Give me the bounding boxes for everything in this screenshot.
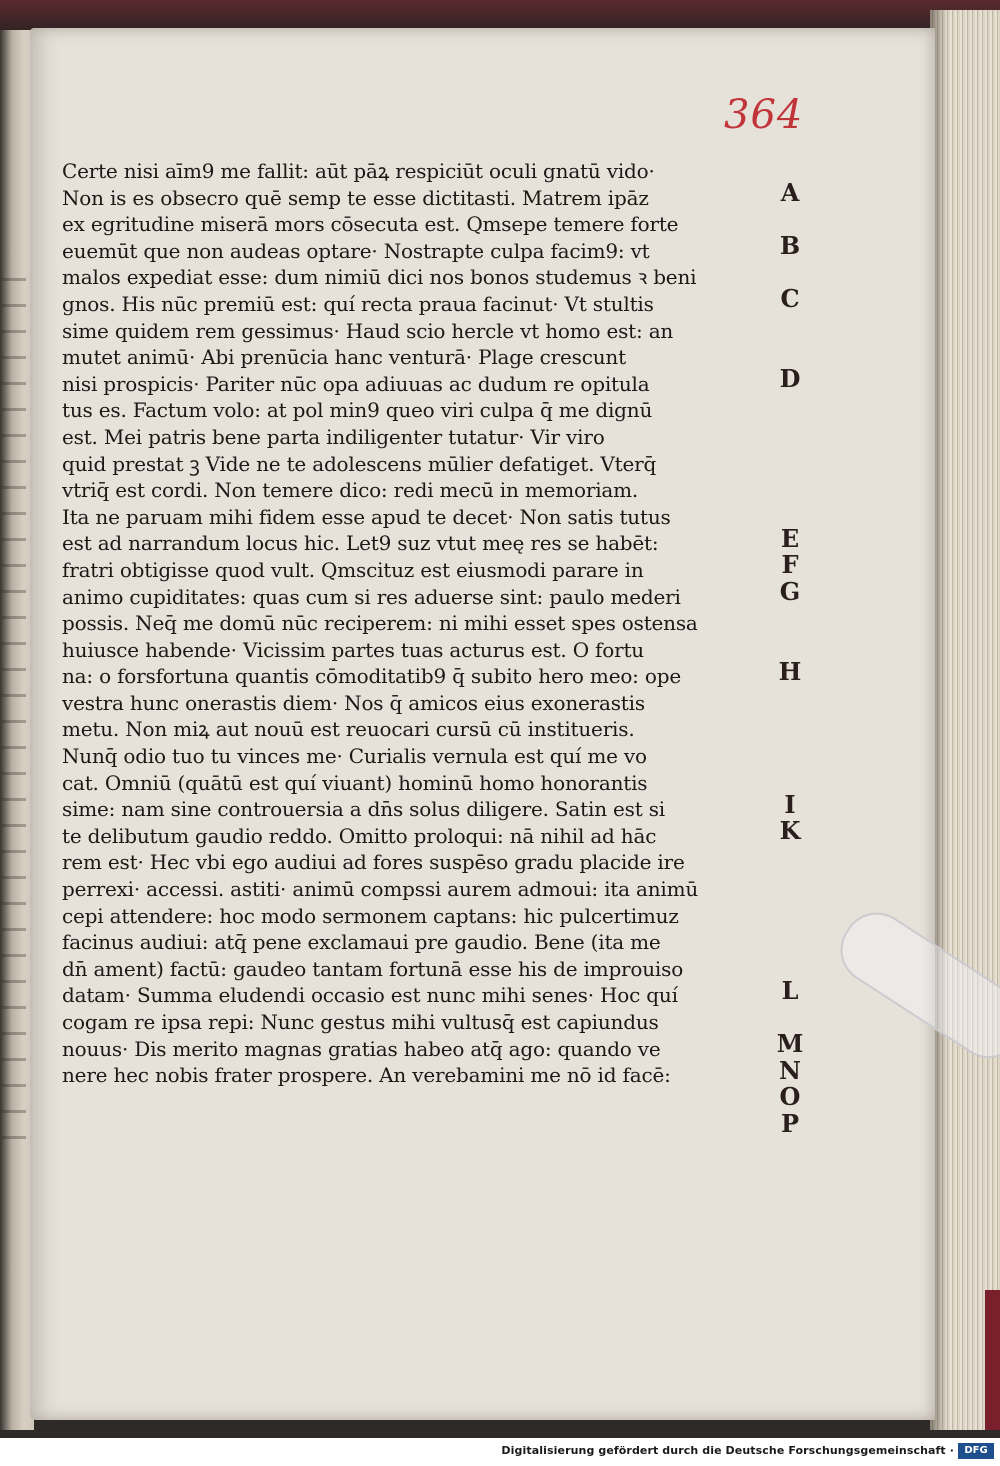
margin-letter: H xyxy=(778,656,802,686)
funding-notice: Digitalisierung gefördert durch die Deutsche Forschungsgemeinschaft · xyxy=(501,1444,954,1457)
margin-letter: C xyxy=(780,284,800,314)
left-page-text-fragment xyxy=(2,260,26,1160)
text-line: fratri obtigisse quod vult. Qmscituz est eiusmodi parare in xyxy=(62,557,644,582)
text-line: sime: nam sine controuersia a dn̄s solus diligere. Satin est si xyxy=(62,797,665,822)
text-line: Ita ne paruam mihi fidem esse apud te decet· Non satis tutus xyxy=(62,504,671,529)
margin-letters xyxy=(770,178,810,1178)
margin-letter: O xyxy=(779,1082,801,1112)
text-line: possis. Neq̄ me domū nūc reciperem: ni mihi esset spes ostensa xyxy=(62,611,698,636)
text-line: nisi prospicis· Pariter nūc opa adiuuas ac dudum re opitula xyxy=(62,371,650,396)
text-line: na: o forsfortuna quantis cōmoditatib9 q̄ subito hero meo: ope xyxy=(62,664,681,689)
text-line: vestra hunc onerastis diem· Nos q̄ amicos eius exonerastis xyxy=(62,690,645,715)
text-line: metu. Non miꝝ aut nouū est reuocari cursū cū institueris. xyxy=(62,717,635,742)
text-line: cat. Omniū (quātū est quí viuant) hominū homo honorantis xyxy=(62,770,648,795)
folio-number: 364 xyxy=(724,92,804,138)
text-line: animo cupiditates: quas cum si res aduerse sint: paulo mederi xyxy=(62,584,681,609)
text-line: datam· Summa eludendi occasio est nunc mihi senes· Hoc quí xyxy=(62,983,678,1008)
text-line: quid prestat ꝫ Vide ne te adolescens mūlier defatiget. Vterq̄ xyxy=(62,451,657,476)
text-line: tus es. Factum volo: at pol min9 queo viri culpa q̄ me dignū xyxy=(62,398,653,423)
text-line: facinus audiui: atq̄ pene exclamaui pre gaudio. Bene (ita me xyxy=(62,930,661,955)
text-line: perrexi· accessi. astiti· animū compssi aurem admoui: ita animū xyxy=(62,877,699,902)
margin-letter: P xyxy=(780,1109,800,1138)
margin-letter: D xyxy=(779,364,801,394)
text-line: est ad narrandum locus hic. Let9 suz vtut meę res se habēt: xyxy=(62,531,659,556)
margin-letter: B xyxy=(779,231,801,261)
red-ribbon-edge xyxy=(985,1290,1000,1430)
margin-letter: E xyxy=(780,523,800,553)
text-line: sime quidem rem gessimus· Haud scio hercle vt homo est: an xyxy=(62,318,674,343)
text-line: mutet animū· Abi prenūcia hanc venturā· Plage crescunt xyxy=(62,345,626,370)
margin-letter: A xyxy=(780,178,800,207)
margin-letter: I xyxy=(784,789,796,819)
text-line: euemūt que non audeas optare· Nostrapte culpa facim9: vt xyxy=(62,238,650,263)
margin-letter: G xyxy=(779,577,801,606)
text-line: huiusce habende· Vicissim partes tuas acturus est. O fortu xyxy=(62,637,644,662)
text-line: vtriq̄ est cordi. Non temere dico: redi mecū in memoriam. xyxy=(62,478,639,503)
text-line: ex egritudine miserā mors cōsecuta est. Qmsepe temere forte xyxy=(62,212,679,237)
margin-letter: K xyxy=(779,816,801,846)
text-line: malos expediat esse: dum nimiū dici nos bonos studemus ꝛ beni xyxy=(62,265,697,290)
text-line: cogam re ipsa repi: Nunc gestus mihi vultusq̄ est capiundus xyxy=(62,1010,659,1034)
text-line: Nunq̄ odio tuo tu vinces me· Curialis vernula est quí me vo xyxy=(62,744,647,769)
text-line: rem est· Hec vbi ego audiui ad fores suspēso gradu placide ire xyxy=(62,850,685,875)
text-line: te delibutum gaudio reddo. Omitto proloqui: nā nihil ad hāc xyxy=(62,823,657,848)
text-line: gnos. His nūc premiū est: quí recta praua facinut· Vt stultis xyxy=(62,291,654,316)
margin-letter: F xyxy=(781,550,799,580)
left-page-edge xyxy=(0,30,34,1430)
text-line: Certe nisi aīm9 me fallit: aūt pāꝝ respiciūt oculi gnatū vido· xyxy=(62,159,655,183)
margin-letter: N xyxy=(779,1055,801,1085)
text-line: nouus· Dis merito magnas gratias habeo atq̄ ago: quando ve xyxy=(62,1036,661,1061)
text-line: Non is es obsecro quē semp te esse dictitasti. Matrem ipāz xyxy=(62,185,649,210)
dfg-logo: DFG xyxy=(958,1443,994,1459)
footer-bar xyxy=(0,1438,1000,1466)
text-block xyxy=(62,158,762,1089)
margin-letter: L xyxy=(781,976,799,1005)
text-line: cepi attendere: hoc modo sermonem captans: hic pulcertimuz xyxy=(62,903,679,928)
text-line: nere hec nobis frater prospere. An verebamini me nō id facē: xyxy=(62,1063,671,1088)
text-line: dn̄ ament) factū: gaudeo tantam fortunā esse his de improuiso xyxy=(62,956,684,981)
margin-letter: M xyxy=(776,1029,804,1059)
text-line: est. Mei patris bene parta indiligenter tutatur· Vir viro xyxy=(62,424,605,449)
